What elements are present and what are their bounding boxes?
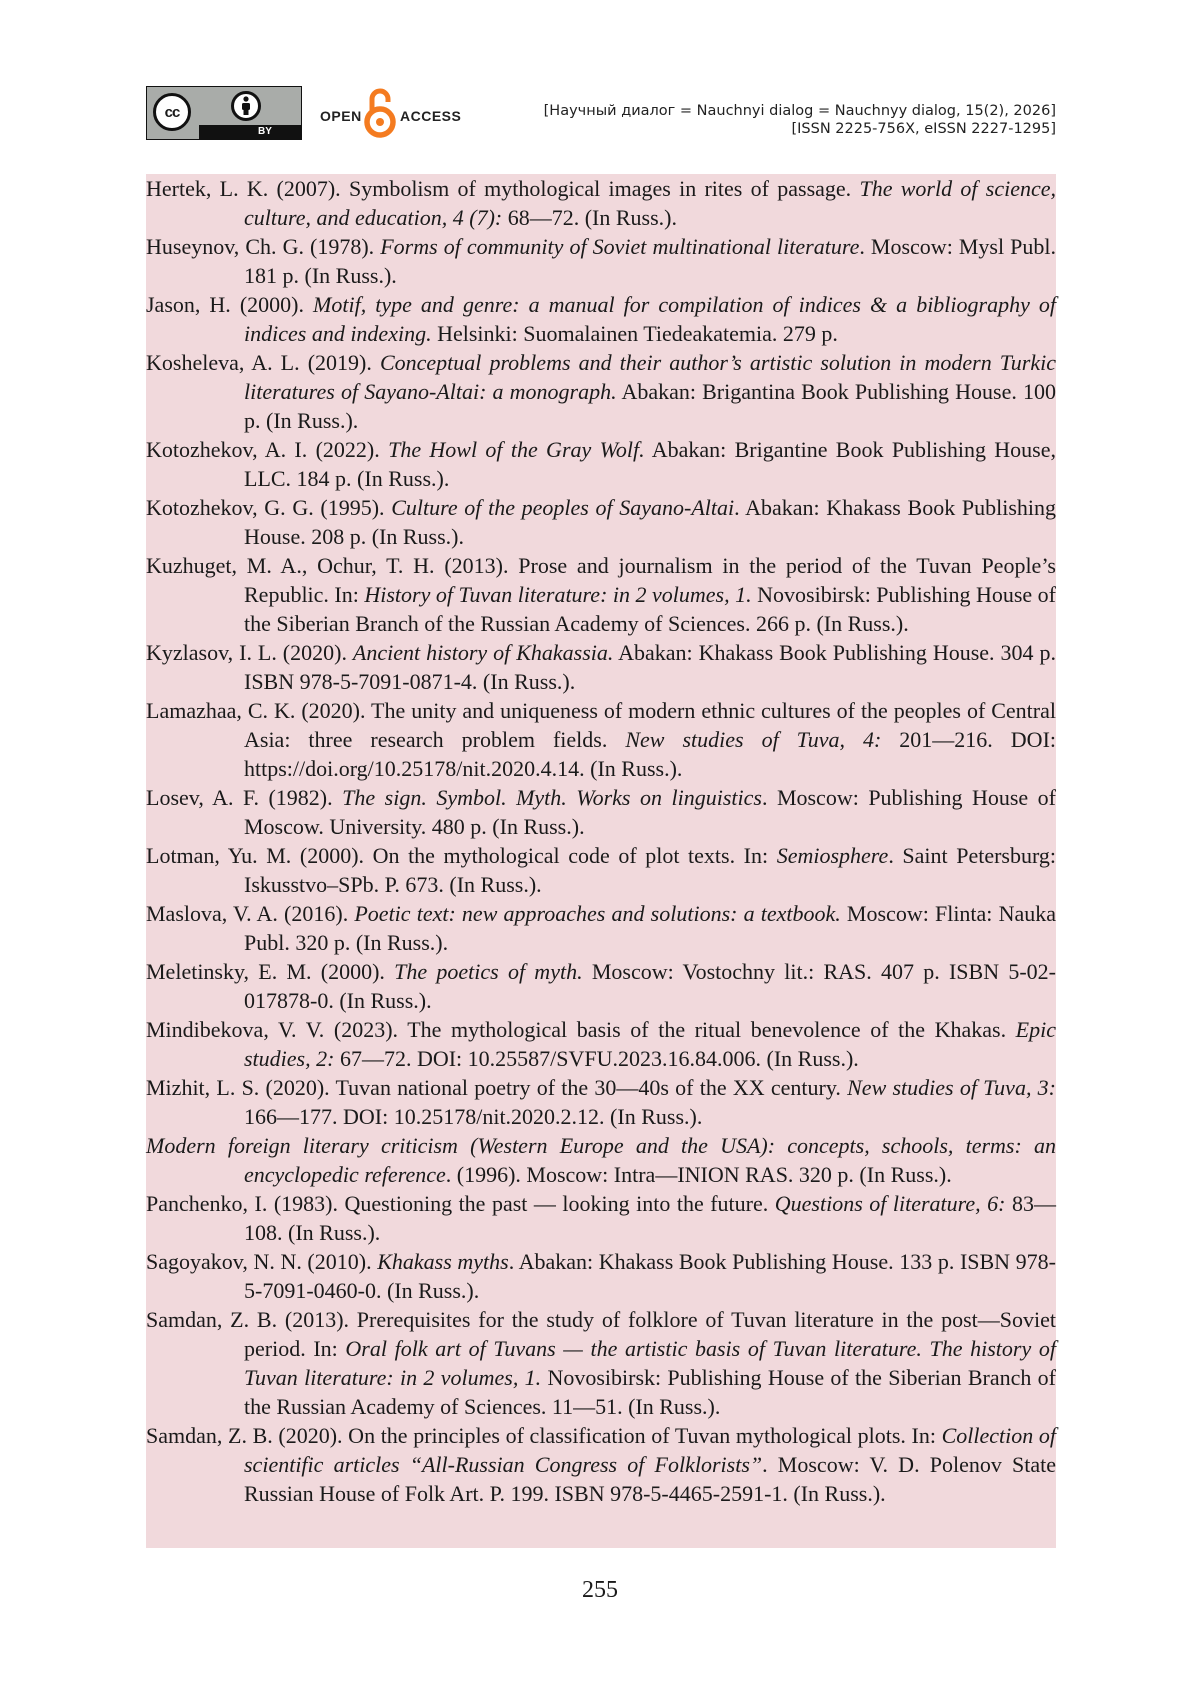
reference-entry — [146, 174, 1056, 232]
reference-title: Conceptual problems and their author’s artistic solution in modern Turkic literatures of Sayano-Altai: a monograph. — [244, 350, 1056, 404]
open-access-logo[interactable] — [320, 86, 470, 140]
reference-text: Mizhit, L. S. (2020). Tuvan national poetry of the 30—40s of the XX century. — [146, 1075, 848, 1100]
reference-text: 201—216. DOI: https://doi.org/10.25178/nit.2020.4.14. (In Russ.). — [244, 727, 1057, 781]
reference-text: Moscow: Vostochny lit.: RAS. 407 p. ISBN 5-02-017878-0. (In Russ.). — [244, 959, 1056, 1013]
reference-title: Khakass myths — [377, 1249, 509, 1274]
reference-title: The Howl of the Gray Wolf. — [388, 437, 645, 462]
reference-entry — [146, 899, 1056, 957]
attribution-person-icon — [231, 91, 261, 121]
reference-entry — [146, 348, 1056, 435]
reference-text: Panchenko, I. (1983). Questioning the past — looking into the future. — [146, 1191, 775, 1216]
reference-title: Motif, type and genre: a manual for compilation of indices & a bibliography of indices and indexing. — [244, 292, 1056, 346]
reference-text: Kotozhekov, A. I. (2022). — [146, 437, 389, 462]
reference-text: Samdan, Z. B. (2013). Prerequisites for the study of folklore of Tuvan literature in the post—Soviet period. In: — [146, 1307, 1056, 1361]
reference-title: Semiosphere — [776, 843, 889, 868]
open-lock-icon — [364, 86, 396, 140]
reference-entry — [146, 232, 1056, 290]
reference-text: . (1996). Moscow: Intra—INION RAS. 320 p. (In Russ.). — [445, 1162, 952, 1187]
reference-title: Questions of literature, 6: — [774, 1191, 1006, 1216]
reference-text: Lamazhaa, C. K. (2020). The unity and uniqueness of modern ethnic cultures of the peoples of Central Asia: three research problem fields. — [146, 698, 1056, 752]
reference-text: 83—108. (In Russ.). — [244, 1191, 1057, 1245]
reference-text: Kosheleva, A. L. (2019). — [146, 350, 380, 375]
reference-text: Kotozhekov, G. G. (1995). — [146, 495, 392, 520]
reference-text: Kyzlasov, I. L. (2020). — [146, 640, 353, 665]
reference-text: Abakan: Brigantina Book Publishing House. 100 p. (In Russ.). — [244, 379, 1056, 433]
reference-text: Novosibirsk: Publishing House of the Siberian Branch of the Russian Academy of Sciences. 11—51. (In Russ.). — [244, 1365, 1056, 1419]
reference-entry — [146, 493, 1056, 551]
reference-text: . Moscow: V. D. Polenov State Russian House of Folk Art. P. 199. ISBN 978-5-4465-2591-1. (In Russ.). — [244, 1452, 1057, 1506]
reference-entry — [146, 1305, 1056, 1421]
reference-text: . Abakan: Khakass Book Publishing House. 208 p. (In Russ.). — [244, 495, 1056, 549]
reference-entry — [146, 435, 1056, 493]
page-header — [146, 86, 1056, 142]
reference-text: Sagoyakov, N. N. (2010). — [146, 1249, 378, 1274]
reference-text: . Saint Petersburg: Iskusstvo–SPb. P. 673. (In Russ.). — [244, 843, 1057, 897]
reference-title: Forms of community of Soviet multinational literature — [380, 234, 860, 259]
reference-text: Novosibirsk: Publishing House of the Siberian Branch of the Russian Academy of Sciences. 266 p. (In Russ.). — [244, 582, 1056, 636]
reference-entry — [146, 1189, 1056, 1247]
open-access-access-word: ACCESS — [400, 108, 462, 124]
reference-title: Oral folk art of Tuvans — the artistic basis of Tuvan literature. The history of Tuvan literature: in 2 volumes, 1. — [244, 1336, 1056, 1390]
open-access-open-word: OPEN — [320, 108, 362, 124]
reference-title: The sign. Symbol. Myth. Works on linguistics — [342, 785, 762, 810]
reference-text: . Moscow: Publishing House of Moscow. University. 480 p. (In Russ.). — [244, 785, 1056, 839]
reference-text: Lotman, Yu. M. (2000). On the mythological code of plot texts. In: — [146, 843, 777, 868]
by-label: BY — [199, 125, 301, 139]
reference-entry — [146, 696, 1056, 783]
reference-title: Modern foreign literary criticism (Western Europe and the USA): concepts, schools, terms: an encyclopedic reference — [146, 1133, 1056, 1187]
journal-citation — [544, 102, 1056, 138]
reference-entry — [146, 638, 1056, 696]
reference-text: Moscow: Flinta: Nauka Publ. 320 p. (In Russ.). — [244, 901, 1056, 955]
reference-title: Ancient history of Khakassia. — [352, 640, 614, 665]
reference-text: Maslova, V. A. (2016). — [146, 901, 355, 926]
reference-text: Helsinki: Suomalainen Tiedeakatemia. 279 p. — [431, 321, 838, 346]
reference-text: 68—72. (In Russ.). — [502, 205, 678, 230]
reference-entry — [146, 841, 1056, 899]
reference-title: History of Tuvan literature: in 2 volumes, 1. — [364, 582, 752, 607]
reference-entry — [146, 1015, 1056, 1073]
reference-text: . Abakan: Khakass Book Publishing House. 133 p. ISBN 978-5-7091-0460-0. (In Russ.). — [244, 1249, 1057, 1303]
reference-text: 67—72. DOI: 10.25587/SVFU.2023.16.84.006. (In Russ.). — [334, 1046, 859, 1071]
page-number: 255 — [582, 1577, 618, 1603]
reference-entry — [146, 957, 1056, 1015]
citation-line-issn: [ISSN 2225-756X, eISSN 2227-1295] — [791, 121, 1056, 137]
reference-text: Mindibekova, V. V. (2023). The mythological basis of the ritual benevolence of the Khakas. — [146, 1017, 1016, 1042]
reference-title: Collection of scientific articles “All-Russian Congress of Folklorists” — [244, 1423, 1057, 1477]
reference-text: Abakan: Brigantine Book Publishing House, LLC. 184 p. (In Russ.). — [244, 437, 1056, 491]
reference-entry — [146, 1131, 1056, 1189]
cc-icon: cc — [153, 93, 191, 131]
reference-text: Losev, A. F. (1982). — [146, 785, 343, 810]
reference-entry — [146, 551, 1056, 638]
reference-entry — [146, 1247, 1056, 1305]
reference-text: Hertek, L. K. (2007). Symbolism of mythological images in rites of passage. — [146, 176, 860, 201]
reference-entry — [146, 1073, 1056, 1131]
reference-text: Jason, H. (2000). — [146, 292, 314, 317]
reference-title: Epic studies, 2: — [244, 1017, 1056, 1071]
citation-line-journal: [Научный диалог = Nauchnyi dialog = Nauchnyy dialog, 15(2), 2026] — [543, 103, 1056, 119]
reference-title: The poetics of myth. — [394, 959, 583, 984]
reference-text: Abakan: Khakass Book Publishing House. 304 p. ISBN 978-5-7091-0871-4. (In Russ.). — [244, 640, 1056, 694]
reference-text: . Moscow: Mysl Publ. 181 p. (In Russ.). — [244, 234, 1056, 288]
reference-text: Meletinsky, E. M. (2000). — [146, 959, 395, 984]
reference-title: Poetic text: new approaches and solutions: a textbook. — [354, 901, 841, 926]
reference-entry — [146, 1421, 1056, 1508]
reference-entry — [146, 290, 1056, 348]
cc-by-license-badge[interactable] — [146, 86, 302, 140]
reference-text: 166—177. DOI: 10.25178/nit.2020.2.12. (In Russ.). — [244, 1104, 703, 1129]
reference-entry — [146, 783, 1056, 841]
reference-title: Culture of the peoples of Sayano-Altai — [391, 495, 735, 520]
reference-title: The world of science, culture, and education, 4 (7): — [244, 176, 1056, 230]
reference-text: Kuzhuget, M. A., Ochur, T. H. (2013). Prose and journalism in the period of the Tuvan People’s Republic. In: — [146, 553, 1056, 607]
reference-text: Huseynov, Ch. G. (1978). — [146, 234, 381, 259]
reference-text: Samdan, Z. B. (2020). On the principles of classification of Tuvan mythological plots. In: — [146, 1423, 942, 1448]
reference-title: New studies of Tuva, 4: — [625, 727, 882, 752]
reference-title: New studies of Tuva, 3: — [847, 1075, 1057, 1100]
reference-list — [146, 174, 1056, 1548]
